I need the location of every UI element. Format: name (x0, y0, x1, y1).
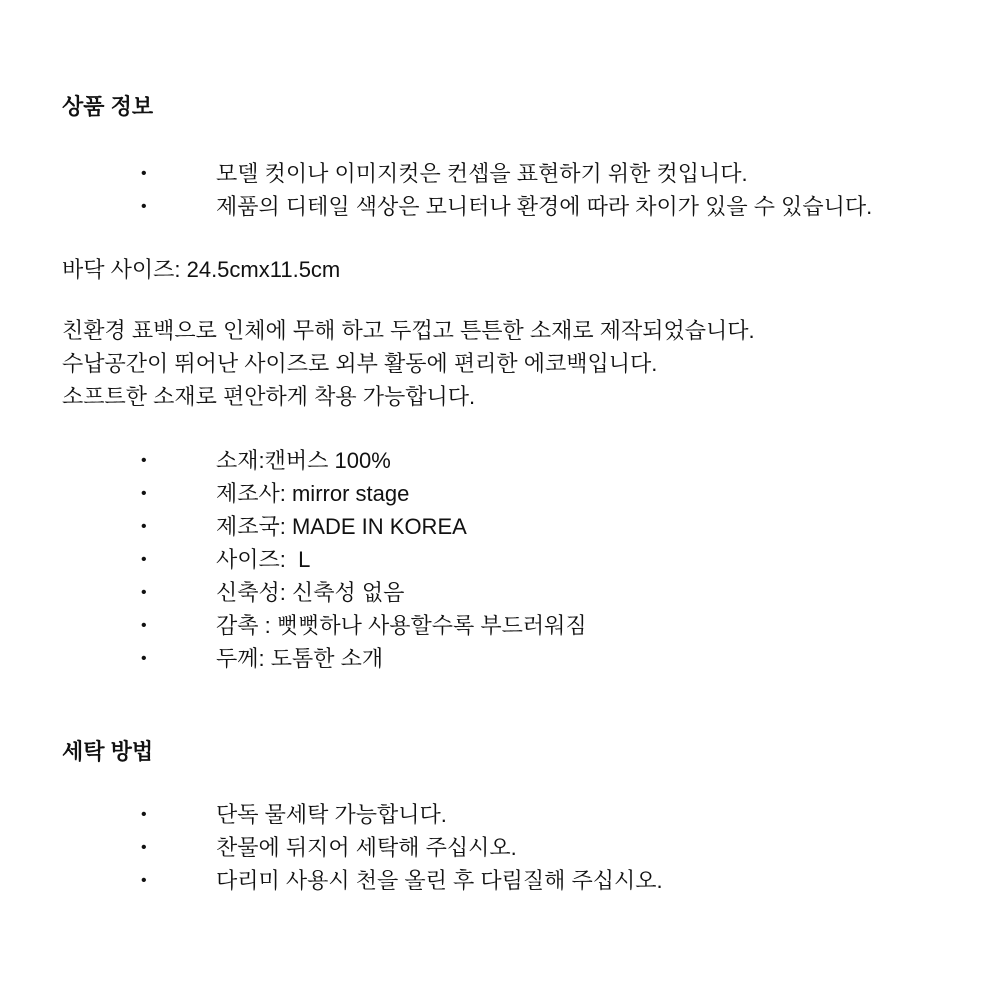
bullet-icon: • (141, 518, 147, 535)
note-text: 제품의 디테일 색상은 모니터나 환경에 따라 차이가 있을 수 있습니다. (216, 194, 873, 219)
bullet-icon: • (141, 872, 147, 889)
instruction-text: 찬물에 뒤지어 세탁해 주십시오. (216, 835, 517, 860)
bullet-icon: • (141, 198, 147, 215)
product-info-heading: 상품 정보 (62, 94, 154, 119)
spec-text: 제조국: MADE IN KOREA (216, 514, 467, 539)
bullet-icon: • (141, 485, 147, 502)
bullet-icon: • (141, 650, 147, 667)
bullet-icon: • (141, 839, 147, 856)
bullet-icon: • (141, 617, 147, 634)
note-text: 모델 컷이나 이미지컷은 컨셉을 표현하기 위한 컷입니다. (216, 161, 748, 186)
bullet-icon: • (141, 806, 147, 823)
spec-text: 감촉 : 뻣뻣하나 사용할수록 부드러워짐 (216, 613, 587, 638)
bottom-size-text: 바닥 사이즈: 24.5cmx11.5cm (62, 257, 341, 282)
instruction-text: 단독 물세탁 가능합니다. (216, 802, 447, 827)
spec-text: 두께: 도톰한 소개 (216, 646, 384, 671)
spec-text: 사이즈: L (216, 547, 311, 572)
description-line: 친환경 표백으로 인체에 무해 하고 두껍고 튼튼한 소재로 제작되었습니다. (62, 318, 755, 343)
bullet-icon: • (141, 165, 147, 182)
washing-heading: 세탁 방법 (62, 739, 154, 764)
bullet-icon: • (141, 452, 147, 469)
description-line: 수납공간이 뛰어난 사이즈로 외부 활동에 편리한 에코백입니다. (62, 351, 658, 376)
instruction-text: 다리미 사용시 천을 올린 후 다림질해 주십시오. (216, 868, 663, 893)
spec-text: 제조사: mirror stage (216, 481, 410, 506)
spec-text: 소재:캔버스 100% (216, 448, 391, 473)
description-line: 소프트한 소재로 편안하게 착용 가능합니다. (62, 384, 476, 409)
spec-text: 신축성: 신축성 없음 (216, 580, 405, 605)
bullet-icon: • (141, 584, 147, 601)
bullet-icon: • (141, 551, 147, 568)
